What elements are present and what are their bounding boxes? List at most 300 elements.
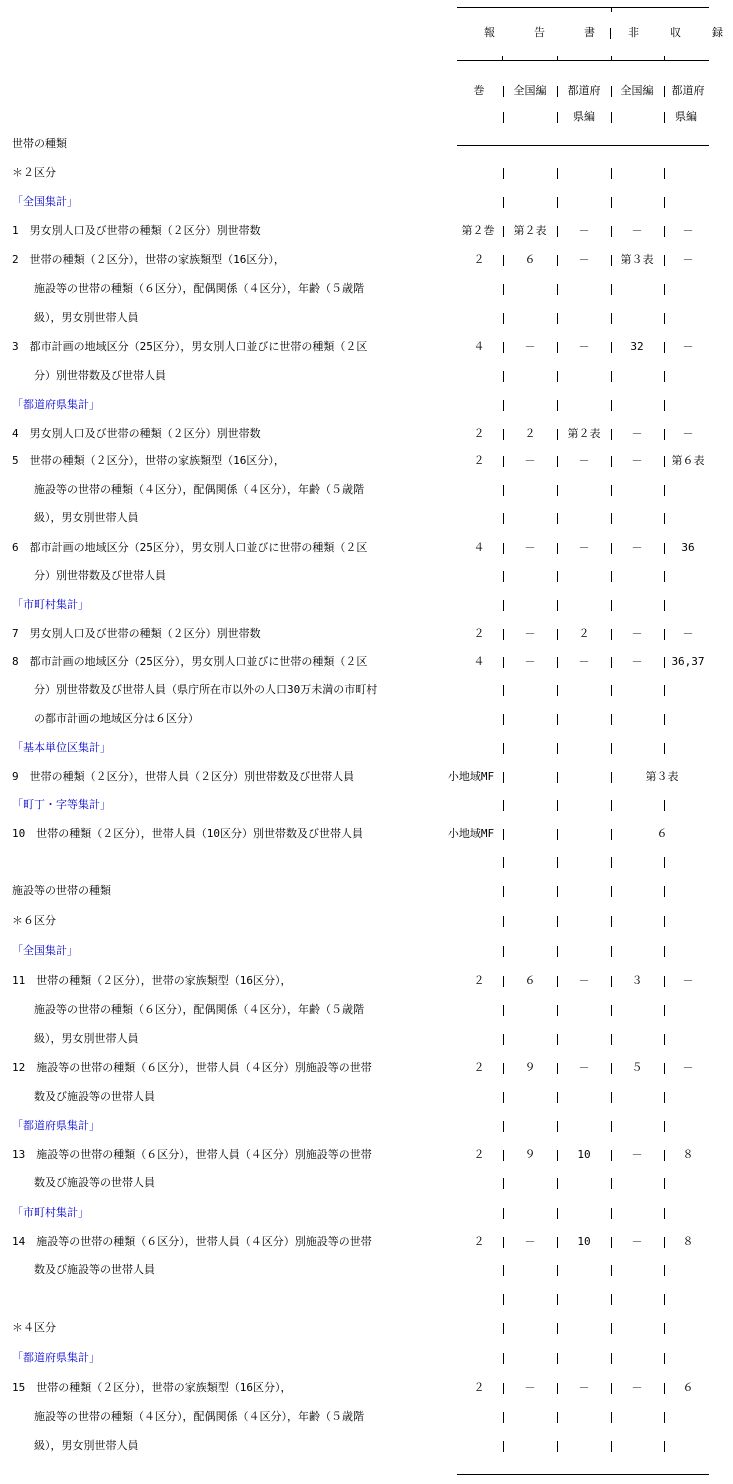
column-divider <box>664 1063 665 1074</box>
column-divider <box>664 1005 665 1016</box>
row-label: 9 世帯の種類（２区分），世帯人員（２区分）別世帯数及び世帯人員 <box>12 770 355 783</box>
column-divider <box>557 1237 558 1248</box>
table-cell: ２ <box>578 627 590 640</box>
column-divider <box>611 485 612 496</box>
column-divider <box>611 1150 612 1161</box>
column-divider <box>557 571 558 582</box>
column-divider <box>557 1383 558 1394</box>
column-divider <box>611 829 612 840</box>
column-divider <box>664 284 665 295</box>
table-cell: － <box>631 1381 643 1394</box>
table-cell: ２ <box>473 1148 485 1161</box>
table-cell: ２ <box>473 1061 485 1074</box>
bottom-rule <box>457 1474 709 1475</box>
column-divider <box>664 1121 665 1132</box>
column-divider <box>611 1412 612 1423</box>
table-cell: ２ <box>473 1381 485 1394</box>
column-divider <box>611 1034 612 1045</box>
column-divider <box>664 1034 665 1045</box>
column-divider <box>557 456 558 467</box>
table-cell: ４ <box>473 340 485 353</box>
section-heading: 「市町村集計」 <box>12 598 89 611</box>
column-divider <box>611 714 612 725</box>
column-divider <box>503 1208 504 1219</box>
header-bottom-rule <box>457 145 709 146</box>
column-divider <box>664 1237 665 1248</box>
table-cell: － <box>631 427 643 440</box>
col-nr-prefecture-1: 都道府 <box>671 84 705 97</box>
column-divider <box>611 976 612 987</box>
column-divider <box>664 916 665 927</box>
column-divider <box>557 1150 558 1161</box>
column-divider <box>503 1178 504 1189</box>
row-label: 級），男女別世帯人員 <box>12 1439 139 1452</box>
column-divider <box>503 543 504 554</box>
table-cell: － <box>682 974 694 987</box>
row-label: 分）別世帯数及び世帯人員 <box>12 569 166 582</box>
column-divider <box>664 857 665 868</box>
column-divider <box>503 743 504 754</box>
table-cell: 第２表 <box>513 224 547 237</box>
column-divider <box>664 168 665 179</box>
column-divider <box>611 857 612 868</box>
column-divider <box>503 284 504 295</box>
table-cell: － <box>682 340 694 353</box>
column-divider <box>664 543 665 554</box>
table-cell: 10 <box>577 1148 591 1161</box>
column-divider <box>503 886 504 897</box>
column-divider <box>503 513 504 524</box>
table-cell: ２ <box>473 974 485 987</box>
column-divider <box>611 226 612 237</box>
table-cell: － <box>682 1061 694 1074</box>
table-cell: ５ <box>631 1061 643 1074</box>
column-divider <box>664 886 665 897</box>
row-label: 14 施設等の世帯の種類（６区分），世帯人員（４区分）別施設等の世帯 <box>12 1235 372 1248</box>
table-cell: － <box>578 1061 590 1074</box>
column-divider <box>557 1005 558 1016</box>
rule-tick <box>664 56 665 61</box>
column-divider <box>557 1034 558 1045</box>
column-divider <box>611 1005 612 1016</box>
column-divider <box>557 886 558 897</box>
column-divider <box>664 714 665 725</box>
column-divider <box>664 629 665 640</box>
table-cell: 36 <box>681 541 695 554</box>
column-divider <box>557 1353 558 1364</box>
column-divider <box>611 571 612 582</box>
table-cell: 第２巻 <box>461 224 495 237</box>
row-label: 11 世帯の種類（２区分），世帯の家族類型（16区分）， <box>12 974 292 987</box>
nonrecorded-header: 非 収 録 <box>628 26 733 39</box>
column-divider <box>557 284 558 295</box>
table-cell: － <box>524 541 536 554</box>
column-divider <box>611 1383 612 1394</box>
column-divider <box>611 429 612 440</box>
column-divider <box>503 1063 504 1074</box>
column-divider <box>557 1294 558 1305</box>
table-cell: － <box>631 1148 643 1161</box>
table-cell: － <box>682 224 694 237</box>
column-divider <box>664 571 665 582</box>
table-cell: 第３表 <box>620 253 654 266</box>
table-cell: － <box>682 627 694 640</box>
table-cell: － <box>578 974 590 987</box>
table-cell: ３ <box>631 974 643 987</box>
table-cell: ９ <box>524 1148 536 1161</box>
table-cell: ８ <box>682 1148 694 1161</box>
table-cell: － <box>524 1381 536 1394</box>
column-divider <box>557 946 558 957</box>
table-cell: 36,37 <box>671 655 705 668</box>
column-divider <box>503 1150 504 1161</box>
column-divider <box>557 226 558 237</box>
table-cell: ２ <box>473 427 485 440</box>
table-cell: － <box>631 454 643 467</box>
column-divider <box>664 1178 665 1189</box>
column-divider <box>557 976 558 987</box>
column-divider <box>664 600 665 611</box>
column-divider <box>503 657 504 668</box>
table-cell: ２ <box>524 427 536 440</box>
table-cell: － <box>631 655 643 668</box>
column-divider <box>557 857 558 868</box>
column-divider <box>557 400 558 411</box>
column-divider <box>611 1294 612 1305</box>
row-label: 施設等の世帯の種類（６区分），配偶関係（４区分），年齢（５歳階 <box>12 1003 364 1016</box>
column-divider <box>664 976 665 987</box>
column-divider <box>557 1063 558 1074</box>
column-divider <box>664 685 665 696</box>
column-divider <box>664 342 665 353</box>
column-divider <box>611 1121 612 1132</box>
column-divider <box>664 1412 665 1423</box>
column-divider <box>503 772 504 783</box>
column-divider <box>664 657 665 668</box>
column-divider <box>503 255 504 266</box>
section-heading: 「基本単位区集計」 <box>12 741 111 754</box>
col-volume: 巻 <box>473 84 485 97</box>
col-nr-prefecture-2: 県編 <box>675 110 697 123</box>
column-divider <box>503 571 504 582</box>
column-divider <box>611 600 612 611</box>
column-divider <box>503 1265 504 1276</box>
table-cell: － <box>524 340 536 353</box>
rule-tick <box>502 56 503 61</box>
table-cell: － <box>631 541 643 554</box>
column-divider <box>503 800 504 811</box>
row-label: 施設等の世帯の種類 <box>12 884 111 897</box>
column-divider <box>611 743 612 754</box>
row-label: ＊６区分 <box>12 914 56 927</box>
row-label: ＊２区分 <box>12 166 56 179</box>
table-cell: － <box>631 1235 643 1248</box>
section-heading: 「全国集計」 <box>12 944 78 957</box>
rule-tick <box>611 56 612 61</box>
table-cell: － <box>578 224 590 237</box>
column-divider <box>503 1121 504 1132</box>
row-label: 4 男女別人口及び世帯の種類（２区分）別世帯数 <box>12 427 261 440</box>
column-divider <box>503 1092 504 1103</box>
row-label: 数及び施設等の世帯人員 <box>12 1263 155 1276</box>
column-divider <box>503 1353 504 1364</box>
column-divider <box>503 685 504 696</box>
section-heading: 「市町村集計」 <box>12 1206 89 1219</box>
row-label: 13 施設等の世帯の種類（６区分），世帯人員（４区分）別施設等の世帯 <box>12 1148 372 1161</box>
col-national: 全国編 <box>513 84 547 97</box>
table-cell: － <box>682 427 694 440</box>
column-divider <box>503 600 504 611</box>
column-divider <box>664 1383 665 1394</box>
column-divider <box>503 1005 504 1016</box>
column-divider <box>557 714 558 725</box>
column-divider <box>611 916 612 927</box>
column-divider <box>611 1092 612 1103</box>
column-divider <box>664 513 665 524</box>
table-cell: ９ <box>524 1061 536 1074</box>
column-divider <box>664 255 665 266</box>
column-divider <box>557 513 558 524</box>
table-cell: ６ <box>656 827 668 840</box>
table-cell: ２ <box>473 253 485 266</box>
column-divider <box>503 1294 504 1305</box>
column-divider <box>503 485 504 496</box>
table-cell: － <box>578 541 590 554</box>
column-divider <box>557 1265 558 1276</box>
report-header: 報 告 書 <box>484 26 609 39</box>
row-label: 世帯の種類 <box>12 137 67 150</box>
column-divider <box>557 1208 558 1219</box>
column-divider <box>611 1323 612 1334</box>
column-divider <box>664 1265 665 1276</box>
row-label: 15 世帯の種類（２区分），世帯の家族類型（16区分）， <box>12 1381 292 1394</box>
column-divider <box>611 168 612 179</box>
table-cell: 小地域MF <box>447 827 495 840</box>
column-divider <box>611 1063 612 1074</box>
column-divider <box>664 1353 665 1364</box>
column-divider <box>611 886 612 897</box>
column-divider <box>503 1383 504 1394</box>
top-rule <box>457 7 709 8</box>
row-label: 2 世帯の種類（２区分），世帯の家族類型（16区分）， <box>12 253 285 266</box>
column-divider <box>557 371 558 382</box>
row-label: 5 世帯の種類（２区分），世帯の家族類型（16区分）， <box>12 454 285 467</box>
row-label: 施設等の世帯の種類（４区分），配偶関係（４区分），年齢（５歳階 <box>12 483 364 496</box>
table-cell: ２ <box>473 1235 485 1248</box>
column-divider <box>664 371 665 382</box>
row-label: 級），男女別世帯人員 <box>12 511 139 524</box>
row-label: 施設等の世帯の種類（６区分），配偶関係（４区分），年齢（５歳階 <box>12 282 364 295</box>
column-divider <box>503 714 504 725</box>
table-cell: － <box>524 655 536 668</box>
column-divider <box>611 255 612 266</box>
table-cell: 32 <box>630 340 644 353</box>
table-cell: ８ <box>682 1235 694 1248</box>
table-cell: － <box>682 253 694 266</box>
column-divider <box>664 1441 665 1452</box>
table-cell: 小地域MF <box>447 770 495 783</box>
column-divider <box>611 371 612 382</box>
row-label: 数及び施設等の世帯人員 <box>12 1176 155 1189</box>
row-label: 数及び施設等の世帯人員 <box>12 1090 155 1103</box>
column-divider <box>503 1237 504 1248</box>
header-divider <box>610 28 611 39</box>
col-prefecture-2: 県編 <box>573 110 595 123</box>
column-divider <box>557 800 558 811</box>
column-divider <box>664 743 665 754</box>
table-cell: － <box>578 340 590 353</box>
row-label: の都市計画の地域区分は６区分） <box>12 712 199 725</box>
column-divider <box>557 916 558 927</box>
row-label: 6 都市計画の地域区分（25区分），男女別人口並びに世帯の種類（２区 <box>12 541 368 554</box>
section-heading: 「全国集計」 <box>12 195 78 208</box>
column-divider <box>503 857 504 868</box>
table-cell: － <box>524 627 536 640</box>
column-divider <box>503 456 504 467</box>
table-cell: 第６表 <box>671 454 705 467</box>
row-label: 級），男女別世帯人員 <box>12 311 139 324</box>
column-divider <box>611 800 612 811</box>
column-divider <box>664 946 665 957</box>
row-label: 8 都市計画の地域区分（25区分），男女別人口並びに世帯の種類（２区 <box>12 655 368 668</box>
table-cell: ２ <box>473 627 485 640</box>
section-heading: 「町丁・字等集計」 <box>12 798 111 811</box>
column-divider <box>611 313 612 324</box>
column-divider <box>557 829 558 840</box>
column-divider <box>503 829 504 840</box>
row-label: ＊４区分 <box>12 1321 56 1334</box>
row-label: 分）別世帯数及び世帯人員（県庁所在市以外の人口30万未満の市町村 <box>12 683 378 696</box>
row-label: 7 男女別人口及び世帯の種類（２区分）別世帯数 <box>12 627 261 640</box>
column-divider <box>664 1092 665 1103</box>
row-label: 分）別世帯数及び世帯人員 <box>12 369 166 382</box>
column-divider <box>557 543 558 554</box>
column-divider <box>557 168 558 179</box>
column-divider <box>557 743 558 754</box>
column-divider <box>611 1178 612 1189</box>
column-divider <box>557 1178 558 1189</box>
col-prefecture-1: 都道府 <box>567 84 601 97</box>
column-divider <box>611 284 612 295</box>
table-cell: － <box>578 253 590 266</box>
column-divider <box>557 255 558 266</box>
table-cell: 10 <box>577 1235 591 1248</box>
column-divider <box>503 197 504 208</box>
column-divider <box>503 342 504 353</box>
table-cell: 第２表 <box>567 427 601 440</box>
column-divider <box>611 400 612 411</box>
column-divider <box>557 657 558 668</box>
section-heading: 「都道府県集計」 <box>12 398 100 411</box>
column-divider <box>503 1323 504 1334</box>
column-divider <box>503 1034 504 1045</box>
column-divider <box>503 946 504 957</box>
table-cell: ４ <box>473 541 485 554</box>
column-divider <box>611 657 612 668</box>
table-cell: － <box>578 1381 590 1394</box>
column-divider <box>611 1353 612 1364</box>
row-label: 1 男女別人口及び世帯の種類（２区分）別世帯数 <box>12 224 261 237</box>
column-divider <box>503 916 504 927</box>
table-cell: － <box>578 454 590 467</box>
column-divider <box>503 371 504 382</box>
column-divider <box>503 976 504 987</box>
column-divider <box>557 1441 558 1452</box>
table-cell: － <box>578 655 590 668</box>
table-cell: － <box>524 1235 536 1248</box>
column-divider <box>664 1294 665 1305</box>
col-nr-national: 全国編 <box>620 84 654 97</box>
row-label: 10 世帯の種類（２区分），世帯人員（10区分）別世帯数及び世帯人員 <box>12 827 363 840</box>
column-divider <box>664 400 665 411</box>
column-divider <box>557 313 558 324</box>
table-cell: ６ <box>524 253 536 266</box>
table-cell: － <box>631 224 643 237</box>
column-divider <box>664 226 665 237</box>
column-divider <box>664 1323 665 1334</box>
column-divider <box>611 1265 612 1276</box>
column-divider <box>611 197 612 208</box>
column-divider <box>503 1412 504 1423</box>
row-label: 施設等の世帯の種類（４区分），配偶関係（４区分），年齢（５歳階 <box>12 1410 364 1423</box>
column-divider <box>664 800 665 811</box>
column-divider <box>611 946 612 957</box>
column-divider <box>557 600 558 611</box>
column-divider <box>664 313 665 324</box>
table-cell: － <box>524 454 536 467</box>
column-divider <box>611 456 612 467</box>
column-divider <box>503 168 504 179</box>
column-divider <box>503 400 504 411</box>
column-divider <box>557 772 558 783</box>
column-divider <box>503 226 504 237</box>
column-divider <box>557 197 558 208</box>
top-rule-tick <box>611 7 612 12</box>
table-cell: ２ <box>473 454 485 467</box>
column-divider <box>557 1092 558 1103</box>
column-divider <box>611 543 612 554</box>
row-label: 3 都市計画の地域区分（25区分），男女別人口並びに世帯の種類（２区 <box>12 340 368 353</box>
table-cell: ６ <box>524 974 536 987</box>
column-divider <box>557 629 558 640</box>
rule-tick <box>557 56 558 61</box>
column-divider <box>557 685 558 696</box>
column-divider <box>557 485 558 496</box>
table-cell: － <box>631 627 643 640</box>
column-divider <box>611 772 612 783</box>
column-divider <box>664 456 665 467</box>
column-divider <box>503 629 504 640</box>
column-divider <box>557 342 558 353</box>
column-divider <box>557 1121 558 1132</box>
section-heading: 「都道府県集計」 <box>12 1119 100 1132</box>
column-divider <box>557 1323 558 1334</box>
column-divider <box>503 313 504 324</box>
column-divider <box>611 1237 612 1248</box>
column-divider <box>557 429 558 440</box>
column-divider <box>611 513 612 524</box>
column-divider <box>557 1412 558 1423</box>
column-divider <box>664 1150 665 1161</box>
column-divider <box>611 629 612 640</box>
column-divider <box>664 485 665 496</box>
table-cell: ６ <box>682 1381 694 1394</box>
column-divider <box>664 197 665 208</box>
section-heading: 「都道府県集計」 <box>12 1351 100 1364</box>
column-divider <box>611 342 612 353</box>
column-divider <box>503 429 504 440</box>
table-cell: ４ <box>473 655 485 668</box>
